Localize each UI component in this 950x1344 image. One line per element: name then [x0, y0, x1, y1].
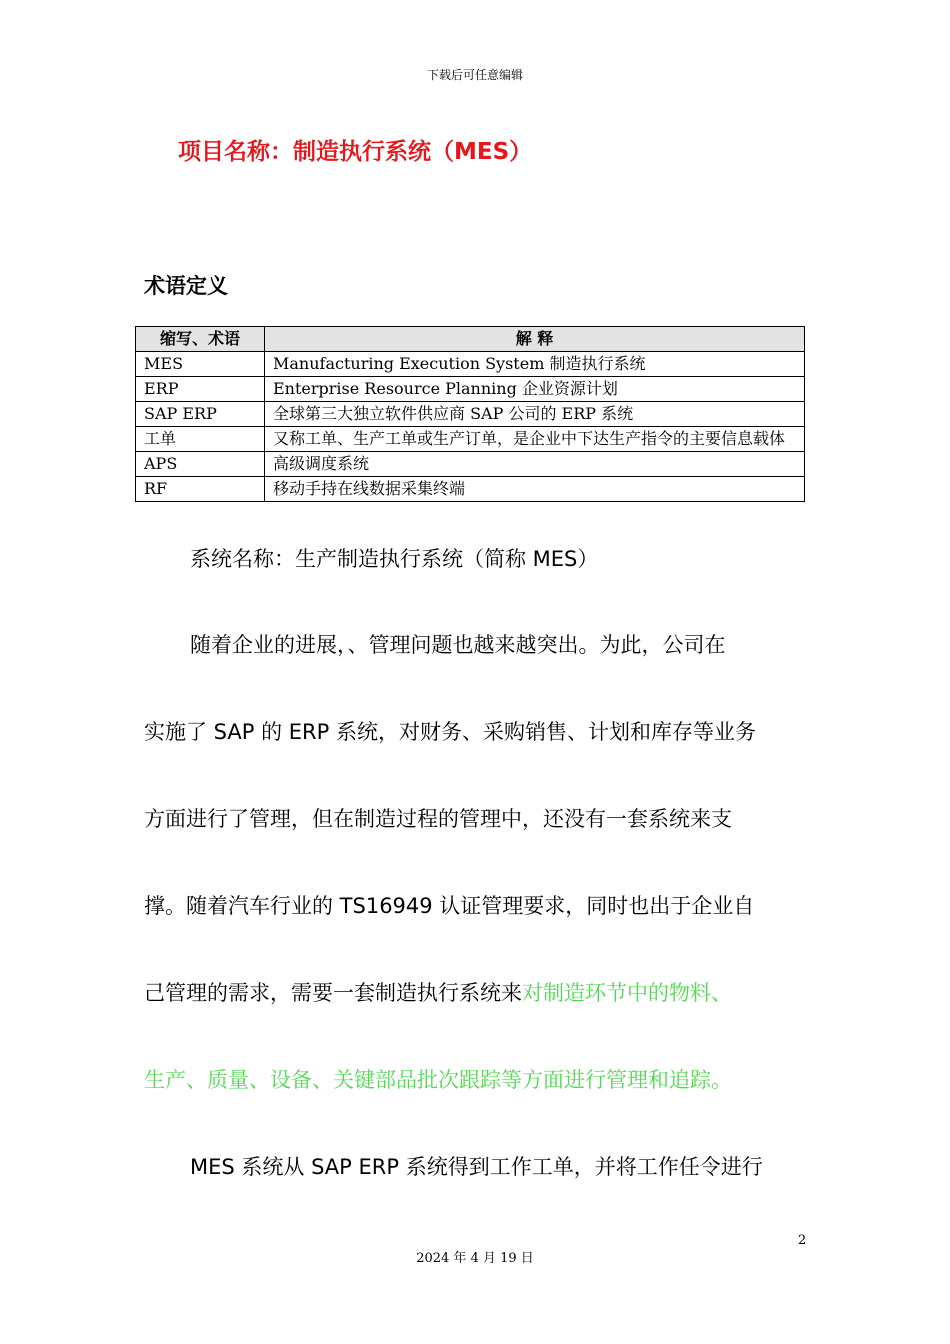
terms-table — [135, 326, 805, 502]
table-header-row — [136, 327, 805, 352]
definition-cell: Enterprise Resource Planning 企业资源计划 — [265, 377, 805, 402]
body-text-black: 己管理的需求，需要一套制造执行系统来 — [144, 981, 522, 1005]
term-cell: ERP — [136, 377, 265, 402]
body-paragraph-line: MES 系统从 SAP ERP 系统得到工作工单，并将工作任令进行 — [190, 1155, 763, 1179]
body-paragraph-line: 随着企业的进展，、管理问题也越来越突出。为此，公司在 — [190, 633, 726, 657]
term-cell: 工单 — [136, 427, 265, 452]
definition-cell: 高级调度系统 — [265, 452, 805, 477]
highlighted-text: 对制造环节中的物料、 — [522, 981, 732, 1005]
term-cell: APS — [136, 452, 265, 477]
section-title: 术语定义 — [144, 274, 228, 298]
body-paragraph-line: 撑。随着汽车行业的 TS16949 认证管理要求，同时也出于企业自 — [144, 894, 755, 918]
body-paragraph-line: 方面进行了管理，但在制造过程的管理中，还没有一套系统来支 — [144, 807, 732, 831]
header-note: 下载后可任意编辑 — [426, 68, 523, 82]
definition-cell: 移动手持在线数据采集终端 — [265, 477, 805, 502]
page-number: 2 — [798, 1233, 807, 1248]
definition-cell: Manufacturing Execution System 制造执行系统 — [265, 352, 805, 377]
footer-date: 2024 年 4 月 19 日 — [416, 1251, 534, 1266]
table-row — [136, 377, 805, 402]
project-title: 项目名称：制造执行系统（MES） — [178, 139, 533, 165]
table-row — [136, 427, 805, 452]
term-cell: SAP ERP — [136, 402, 265, 427]
term-cell: RF — [136, 477, 265, 502]
highlighted-paragraph-line: 生产、质量、设备、关键部品批次跟踪等方面进行管理和追踪。 — [144, 1068, 732, 1092]
table-row — [136, 477, 805, 502]
definition-cell: 全球第三大独立软件供应商 SAP 公司的 ERP 系统 — [265, 402, 805, 427]
table-row — [136, 352, 805, 377]
column-header-definition: 解 释 — [265, 327, 805, 352]
system-name-line: 系统名称：生产制造执行系统（简称 MES） — [190, 547, 599, 571]
definition-cell: 又称工单、生产工单或生产订单，是企业中下达生产指令的主要信息载体 — [265, 427, 805, 452]
table-row — [136, 402, 805, 427]
column-header-term: 缩写、术语 — [136, 327, 265, 352]
table-row — [136, 452, 805, 477]
term-cell: MES — [136, 352, 265, 377]
body-paragraph-line — [144, 977, 806, 1007]
body-paragraph-line: 实施了 SAP 的 ERP 系统，对财务、采购销售、计划和库存等业务 — [144, 720, 756, 744]
